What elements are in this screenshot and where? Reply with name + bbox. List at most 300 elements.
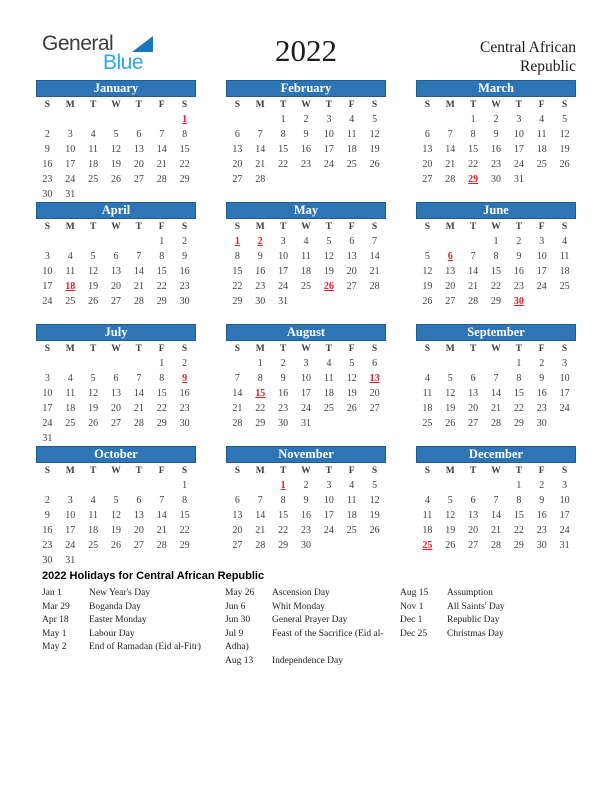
calendar-date-cell: 24	[65, 174, 76, 185]
day-of-week-label: T	[469, 344, 477, 354]
day-of-week-label: S	[424, 466, 431, 476]
empty-date-cell	[226, 112, 249, 127]
week-row	[226, 112, 386, 127]
calendar-date-cell: 23	[536, 525, 547, 536]
calendar-date-cell: 6	[136, 495, 142, 506]
week-row	[36, 234, 196, 249]
calendar-date-cell: 6	[136, 129, 142, 140]
calendar-date-cell: 18	[88, 159, 99, 170]
calendar-date-cell: 4	[349, 114, 355, 125]
calendar-date-cell: 3	[303, 358, 309, 369]
calendar-date-cell: 15	[278, 144, 289, 155]
calendar-date-cell: 19	[422, 281, 433, 292]
holidays-column	[400, 587, 570, 641]
calendar-date-cell: 24	[536, 281, 547, 292]
empty-date-cell	[105, 431, 128, 446]
calendar-date-cell: 9	[257, 251, 263, 262]
day-of-week-label: S	[234, 344, 241, 354]
empty-date-cell	[173, 187, 196, 202]
calendar-date-cell: 2	[182, 236, 188, 247]
calendar-date-cell: 1	[182, 114, 188, 125]
week-row	[226, 264, 386, 279]
holiday-item	[400, 601, 570, 615]
week-row	[416, 508, 576, 523]
empty-date-cell	[82, 478, 105, 493]
calendar-date-cell: 18	[346, 510, 357, 521]
empty-date-cell	[105, 234, 128, 249]
calendar-date-cell: 27	[369, 403, 380, 414]
calendar-date-cell: 25	[323, 403, 334, 414]
calendar-date-cell: 11	[65, 266, 76, 277]
empty-date-cell	[82, 431, 105, 446]
calendar-date-cell: 4	[349, 480, 355, 491]
calendar-date-cell: 30	[536, 418, 547, 429]
empty-date-cell	[59, 234, 82, 249]
calendar-date-cell: 24	[323, 525, 334, 536]
calendar-date-cell: 24	[323, 159, 334, 170]
week-row	[36, 157, 196, 172]
holiday-item	[225, 614, 397, 628]
calendar-date-cell: 14	[156, 510, 167, 521]
empty-date-cell	[340, 416, 363, 431]
calendar-date-cell: 8	[470, 129, 476, 140]
calendar-date-cell: 12	[422, 266, 433, 277]
calendar-date-cell: 9	[303, 129, 309, 140]
calendar-date-cell: 22	[468, 159, 479, 170]
week-row	[416, 172, 576, 187]
calendar-date-cell: 29	[468, 174, 479, 185]
calendar-date-cell: 29	[278, 540, 289, 551]
calendar-date-cell: 3	[44, 251, 50, 262]
day-of-week-row	[226, 219, 386, 234]
day-of-week-label: S	[181, 100, 188, 110]
calendar-date-cell: 16	[179, 388, 190, 399]
day-of-week-label: W	[111, 466, 121, 476]
calendar-date-cell: 28	[156, 540, 167, 551]
calendar-date-cell: 15	[468, 144, 479, 155]
calendar-date-cell: 11	[346, 129, 357, 140]
calendar-date-cell: 5	[113, 495, 119, 506]
calendar-date-cell: 31	[559, 540, 570, 551]
calendar-date-cell: 8	[257, 373, 263, 384]
calendar-date-cell: 11	[346, 495, 357, 506]
empty-date-cell	[340, 538, 363, 553]
month-header: September	[416, 324, 576, 341]
day-of-week-label: T	[325, 100, 333, 110]
holiday-name: New Year's Day	[89, 588, 151, 598]
day-of-week-label: W	[301, 100, 311, 110]
week-row	[36, 294, 196, 309]
calendar-date-cell: 9	[44, 144, 50, 155]
day-of-week-label: T	[89, 222, 97, 232]
week-row	[36, 249, 196, 264]
calendar-date-cell: 28	[232, 418, 243, 429]
calendar-date-cell: 1	[280, 480, 286, 491]
calendar-date-cell: 12	[88, 388, 99, 399]
calendar-date-cell: 19	[445, 403, 456, 414]
calendar-date-cell: 29	[490, 296, 501, 307]
week-row	[36, 416, 196, 431]
week-row	[416, 294, 576, 309]
empty-date-cell	[416, 112, 439, 127]
day-of-week-label: F	[348, 344, 355, 354]
empty-date-cell	[36, 234, 59, 249]
month-header: October	[36, 446, 196, 463]
week-row	[36, 401, 196, 416]
calendar-date-cell: 14	[133, 266, 144, 277]
calendar-date-cell: 4	[539, 114, 545, 125]
holiday-name: Christmas Day	[447, 628, 504, 639]
calendar-date-cell: 30	[42, 189, 53, 200]
holiday-item	[400, 587, 570, 601]
day-of-week-label: W	[301, 344, 311, 354]
empty-date-cell	[416, 478, 439, 493]
empty-date-cell	[317, 416, 340, 431]
week-row	[36, 264, 196, 279]
calendar-date-cell: 11	[88, 510, 98, 521]
week-row	[36, 478, 196, 493]
month-july	[36, 324, 196, 446]
month-may	[226, 202, 386, 324]
logo-text-general: General	[42, 32, 114, 55]
holiday-name: Assumption	[447, 588, 493, 598]
calendar-date-cell: 8	[516, 495, 522, 506]
calendar-date-cell: 10	[513, 129, 524, 140]
calendar-date-cell: 10	[42, 266, 53, 277]
day-of-week-row	[226, 341, 386, 356]
calendar-date-cell: 24	[559, 403, 570, 414]
holiday-name: Independence Day	[272, 655, 343, 666]
calendar-date-cell: 7	[257, 495, 263, 506]
holiday-date: Apr 18	[42, 615, 69, 625]
calendar-date-cell: 2	[303, 480, 309, 491]
holiday-date: Dec 1	[400, 615, 423, 625]
empty-date-cell	[127, 478, 150, 493]
calendar-date-cell: 17	[559, 510, 570, 521]
calendar-date-cell: 6	[424, 129, 430, 140]
day-of-week-label: S	[234, 222, 241, 232]
calendar-date-cell: 5	[372, 114, 378, 125]
calendar-date-cell: 13	[468, 510, 479, 521]
month-december	[416, 446, 576, 568]
day-of-week-label: F	[158, 344, 165, 354]
calendar-date-cell: 23	[300, 159, 311, 170]
empty-date-cell	[127, 112, 150, 127]
calendar-date-cell: 29	[156, 296, 167, 307]
month-march	[416, 80, 576, 202]
calendar-date-cell: 9	[303, 495, 309, 506]
calendar-date-cell: 7	[136, 251, 142, 262]
calendar-date-cell: 16	[490, 144, 501, 155]
calendar-date-cell: 14	[445, 144, 456, 155]
week-row	[36, 431, 196, 446]
calendar-date-cell: 30	[179, 296, 190, 307]
calendar-date-cell: 10	[65, 510, 76, 521]
calendar-date-cell: 21	[369, 266, 380, 277]
day-of-week-label: W	[491, 222, 501, 232]
calendar-date-cell: 15	[156, 388, 167, 399]
calendar-date-cell: 15	[490, 266, 501, 277]
calendar-date-cell: 22	[232, 281, 243, 292]
calendar-date-cell: 11	[88, 144, 98, 155]
empty-date-cell	[363, 172, 386, 187]
calendar-date-cell: 28	[255, 540, 266, 551]
day-of-week-label: S	[371, 100, 378, 110]
week-row	[416, 127, 576, 142]
holiday-item	[42, 587, 222, 601]
day-of-week-label: T	[135, 100, 143, 110]
calendar-date-cell: 14	[133, 388, 144, 399]
calendar-date-cell: 2	[303, 114, 309, 125]
calendar-date-cell: 16	[300, 510, 311, 521]
calendar-date-cell: 26	[346, 403, 357, 414]
calendar-date-cell: 25	[559, 281, 570, 292]
calendar-date-cell: 18	[346, 144, 357, 155]
calendar-date-cell: 5	[562, 114, 568, 125]
week-row	[226, 127, 386, 142]
calendar-date-cell: 21	[156, 159, 167, 170]
calendar-date-cell: 12	[110, 144, 121, 155]
holiday-item	[225, 628, 397, 655]
calendar-date-cell: 27	[133, 174, 144, 185]
day-of-week-label: S	[181, 344, 188, 354]
empty-date-cell	[59, 431, 82, 446]
holiday-item	[42, 628, 222, 642]
calendar-date-cell: 23	[179, 403, 190, 414]
calendar-date-cell: 28	[490, 540, 501, 551]
calendar-date-cell: 21	[133, 281, 144, 292]
empty-date-cell	[36, 112, 59, 127]
week-row	[36, 279, 196, 294]
calendar-date-cell: 22	[179, 525, 190, 536]
calendar-date-cell: 26	[369, 159, 380, 170]
country-title	[356, 39, 576, 76]
empty-date-cell	[150, 112, 173, 127]
day-of-week-label: S	[181, 466, 188, 476]
calendar-date-cell: 5	[349, 358, 355, 369]
holiday-item	[225, 601, 397, 615]
holiday-name: All Saints' Day	[447, 601, 505, 612]
page-title-year: 2022	[275, 33, 337, 68]
day-of-week-label: T	[515, 466, 523, 476]
calendar-date-cell: 30	[300, 540, 311, 551]
calendar-date-cell: 23	[42, 174, 53, 185]
calendar-date-cell: 21	[490, 525, 501, 536]
logo-text-blue: Blue	[103, 51, 144, 74]
calendar-date-cell: 21	[156, 525, 167, 536]
calendar-date-cell: 21	[232, 403, 243, 414]
day-of-week-label: W	[491, 466, 501, 476]
calendar-date-cell: 12	[445, 510, 456, 521]
calendar-date-cell: 4	[326, 358, 332, 369]
calendar-date-cell: 15	[179, 144, 190, 155]
week-row	[226, 416, 386, 431]
empty-date-cell	[59, 356, 82, 371]
calendar-date-cell: 11	[536, 129, 547, 140]
calendar-date-cell: 24	[513, 159, 524, 170]
empty-date-cell	[105, 187, 128, 202]
empty-date-cell	[127, 356, 150, 371]
calendar-date-cell: 15	[513, 510, 524, 521]
week-row	[36, 371, 196, 386]
calendar-date-cell: 21	[255, 525, 266, 536]
day-of-week-label: M	[445, 100, 455, 110]
day-of-week-label: F	[348, 222, 355, 232]
calendar-date-cell: 2	[182, 358, 188, 369]
holiday-date: Dec 25	[400, 628, 428, 639]
calendar-date-cell: 16	[42, 525, 53, 536]
day-of-week-label: T	[279, 100, 287, 110]
empty-date-cell	[317, 294, 340, 309]
holiday-date: Mar 29	[42, 601, 70, 612]
calendar-date-cell: 13	[110, 388, 121, 399]
calendar-date-cell: 11	[422, 388, 433, 399]
day-of-week-label: T	[135, 222, 143, 232]
calendar-date-cell: 23	[179, 281, 190, 292]
day-of-week-row	[416, 341, 576, 356]
day-of-week-label: F	[538, 466, 545, 476]
month-october	[36, 446, 196, 568]
week-row	[416, 157, 576, 172]
day-of-week-label: M	[65, 100, 75, 110]
day-of-week-label: M	[255, 222, 265, 232]
calendar-date-cell: 17	[278, 266, 289, 277]
week-row	[226, 508, 386, 523]
week-row	[226, 356, 386, 371]
calendar-date-cell: 27	[422, 174, 433, 185]
day-of-week-label: T	[89, 100, 97, 110]
week-row	[226, 279, 386, 294]
empty-date-cell	[173, 431, 196, 446]
calendar-date-cell: 4	[90, 495, 96, 506]
week-row	[226, 538, 386, 553]
calendar-date-cell: 14	[490, 510, 501, 521]
empty-date-cell	[439, 234, 462, 249]
holiday-date: Jul 9	[225, 628, 244, 639]
calendar-date-cell: 26	[559, 159, 570, 170]
empty-date-cell	[439, 112, 462, 127]
day-of-week-label: W	[111, 222, 121, 232]
calendar-date-cell: 28	[445, 174, 456, 185]
calendar-date-cell: 12	[110, 510, 121, 521]
empty-date-cell	[105, 478, 128, 493]
empty-date-cell	[82, 234, 105, 249]
week-row	[416, 401, 576, 416]
week-row	[226, 249, 386, 264]
calendar-date-cell: 14	[369, 251, 380, 262]
calendar-date-cell: 14	[255, 510, 266, 521]
calendar-date-cell: 7	[136, 373, 142, 384]
empty-date-cell	[127, 234, 150, 249]
week-row	[36, 493, 196, 508]
calendar-date-cell: 27	[468, 540, 479, 551]
calendar-date-cell: 14	[232, 388, 243, 399]
calendar-date-cell: 8	[280, 129, 286, 140]
calendar-date-cell: 24	[278, 281, 289, 292]
calendar-date-cell: 20	[133, 525, 144, 536]
day-of-week-label: S	[424, 100, 431, 110]
calendar-date-cell: 3	[326, 114, 332, 125]
calendar-date-cell: 1	[516, 480, 522, 491]
empty-date-cell	[150, 478, 173, 493]
month-header: June	[416, 202, 576, 219]
calendar-date-cell: 17	[65, 159, 76, 170]
calendar-date-cell: 29	[156, 418, 167, 429]
empty-date-cell	[127, 431, 150, 446]
empty-date-cell	[82, 112, 105, 127]
calendar-date-cell: 31	[42, 433, 53, 444]
calendar-date-cell: 21	[133, 403, 144, 414]
calendar-date-cell: 8	[159, 251, 165, 262]
calendar-date-cell: 12	[369, 129, 380, 140]
holiday-name: Boganda Day	[89, 601, 141, 612]
empty-date-cell	[127, 553, 150, 568]
calendar-date-cell: 18	[422, 403, 433, 414]
calendar-date-cell: 8	[182, 129, 188, 140]
calendar-date-cell: 19	[323, 266, 334, 277]
calendar-date-cell: 22	[156, 281, 167, 292]
calendar-date-cell: 1	[257, 358, 263, 369]
calendar-date-cell: 13	[445, 266, 456, 277]
calendar-date-cell: 8	[516, 373, 522, 384]
empty-date-cell	[553, 172, 576, 187]
calendar-date-cell: 31	[300, 418, 311, 429]
day-of-week-row	[36, 463, 196, 478]
calendar-date-cell: 28	[468, 296, 479, 307]
calendar-date-cell: 13	[468, 388, 479, 399]
empty-date-cell	[317, 172, 340, 187]
calendar-date-cell: 10	[559, 495, 570, 506]
week-row	[416, 493, 576, 508]
calendar-date-cell: 6	[349, 236, 355, 247]
calendar-date-cell: 11	[301, 251, 311, 262]
calendar-date-cell: 27	[110, 296, 121, 307]
week-row	[416, 112, 576, 127]
calendar-date-cell: 8	[280, 495, 286, 506]
day-of-week-row	[36, 97, 196, 112]
calendar-date-cell: 17	[513, 144, 524, 155]
month-header: January	[36, 80, 196, 97]
calendar-date-cell: 17	[559, 388, 570, 399]
day-of-week-label: F	[158, 466, 165, 476]
day-of-week-label: T	[279, 466, 287, 476]
calendar-date-cell: 14	[490, 388, 501, 399]
calendar-date-cell: 13	[369, 373, 380, 384]
calendar-date-cell: 30	[536, 540, 547, 551]
calendar-date-cell: 5	[90, 251, 96, 262]
calendar-date-cell: 16	[536, 510, 547, 521]
calendar-date-cell: 13	[232, 144, 243, 155]
calendar-date-cell: 8	[234, 251, 240, 262]
day-of-week-label: T	[89, 466, 97, 476]
calendar-date-cell: 13	[110, 266, 121, 277]
calendar-date-cell: 16	[278, 388, 289, 399]
empty-date-cell	[105, 553, 128, 568]
empty-date-cell	[340, 294, 363, 309]
calendar-date-cell: 17	[323, 144, 334, 155]
calendar-date-cell: 2	[516, 236, 522, 247]
calendar-date-cell: 12	[559, 129, 570, 140]
empty-date-cell	[173, 553, 196, 568]
day-of-week-label: T	[325, 466, 333, 476]
calendar-date-cell: 4	[303, 236, 309, 247]
calendar-date-cell: 22	[278, 159, 289, 170]
holiday-date: Aug 13	[225, 655, 254, 666]
calendar-date-cell: 15	[278, 510, 289, 521]
calendar-date-cell: 26	[110, 174, 121, 185]
calendar-date-cell: 5	[372, 480, 378, 491]
week-row	[36, 508, 196, 523]
